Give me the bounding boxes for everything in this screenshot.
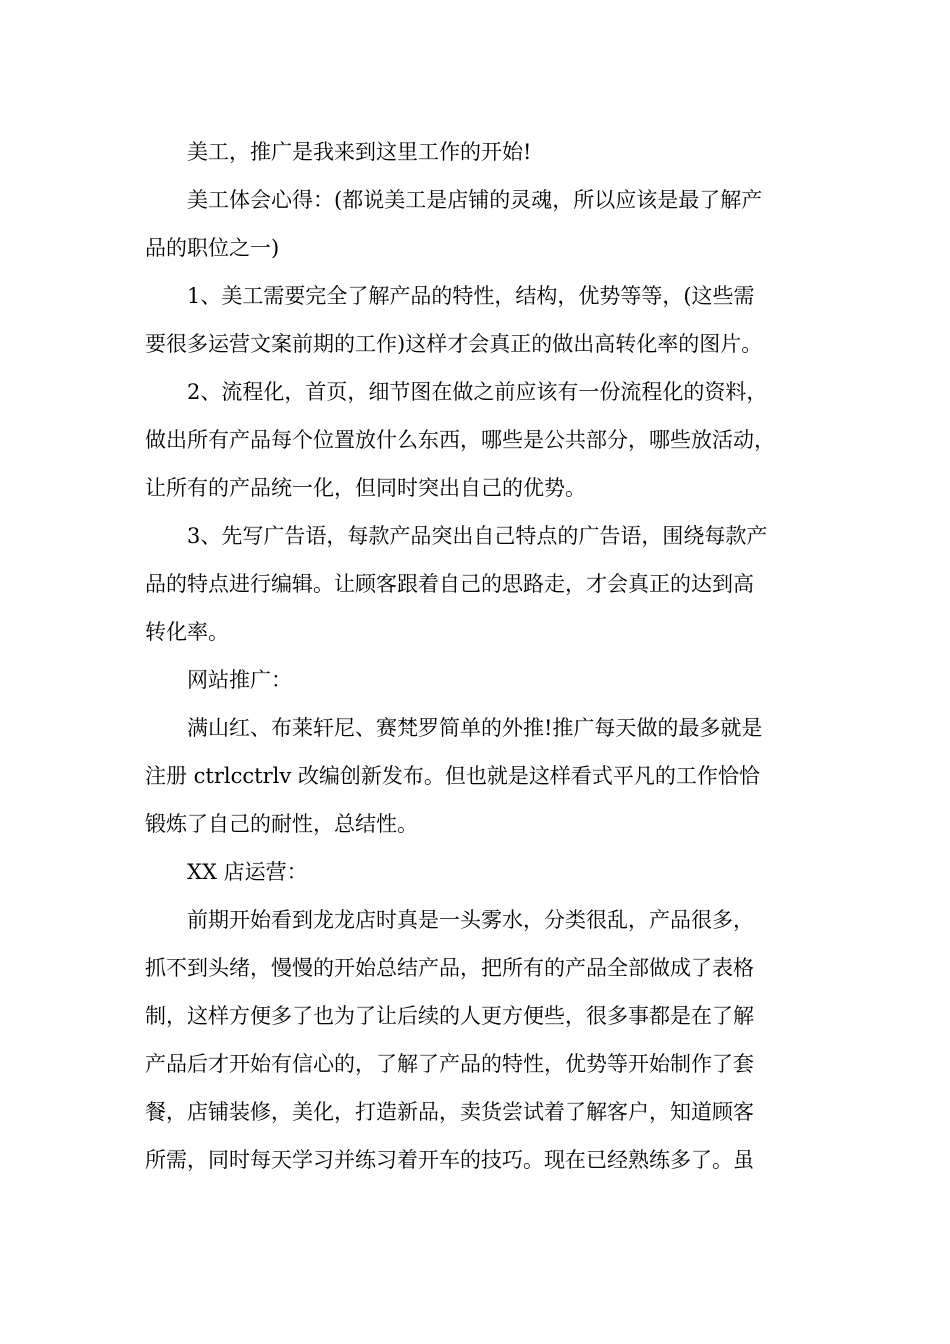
text-line: 做出所有产品每个位置放什么东西，哪些是公共部分，哪些放活动，	[145, 428, 775, 452]
paragraph-point-1	[145, 272, 823, 368]
text-line: 满山红、布莱轩尼、赛梵罗简单的外推!推广每天做的最多就是	[187, 716, 763, 740]
text-line: 美工体会心得：(都说美工是店铺的灵魂，所以应该是最了解产	[187, 188, 763, 212]
text-line: 锻炼了自己的耐性，总结性。	[145, 812, 418, 836]
text-line: 转化率。	[145, 620, 229, 644]
paragraph-promotion	[145, 704, 823, 848]
text-line: 品的特点进行编辑。让顾客跟着自己的思路走，才会真正的达到高	[145, 572, 754, 596]
text-line: 要很多运营文案前期的工作)这样才会真正的做出高转化率的图片。	[145, 332, 763, 356]
text-line: XX 店运营：	[187, 860, 308, 884]
text-line: 网站推广：	[187, 668, 292, 692]
paragraph-design-experience	[145, 176, 823, 272]
text-line: 前期开始看到龙龙店时真是一头雾水，分类很乱，产品很多，	[187, 908, 754, 932]
text-line: 餐，店铺装修，美化，打造新品，卖货尝试着了解客户，知道顾客	[145, 1100, 754, 1124]
heading-website-promotion	[145, 656, 823, 704]
text-line: 美工，推广是我来到这里工作的开始!	[187, 140, 532, 164]
text-line: 产品后才开始有信心的，了解了产品的特性，优势等开始制作了套	[145, 1052, 754, 1076]
text-line: 品的职位之一)	[145, 236, 280, 260]
text-line: 3、先写广告语，每款产品突出自己特点的广告语，围绕每款产	[187, 524, 768, 548]
paragraph-store-operation	[145, 896, 823, 1184]
text-line: 1、美工需要完全了解产品的特性，结构，优势等等，(这些需	[187, 284, 755, 308]
heading-store-operation	[145, 848, 823, 896]
text-line: 制，这样方便多了也为了让后续的人更方便些，很多事都是在了解	[145, 1004, 754, 1028]
text-line: 所需，同时每天学习并练习着开车的技巧。现在已经熟练多了。虽	[145, 1148, 754, 1172]
paragraph-point-3	[145, 512, 823, 656]
text-line: 注册 ctrlcctrlv 改编创新发布。但也就是这样看式平凡的工作恰恰	[145, 764, 760, 788]
text-line: 2、流程化，首页，细节图在做之前应该有一份流程化的资料，	[187, 380, 768, 404]
paragraph-point-2	[145, 368, 823, 512]
paragraph-intro	[145, 128, 823, 176]
text-line: 抓不到头绪，慢慢的开始总结产品，把所有的产品全部做成了表格	[145, 956, 754, 980]
text-line: 让所有的产品统一化，但同时突出自己的优势。	[145, 476, 586, 500]
document-body	[145, 128, 823, 1184]
